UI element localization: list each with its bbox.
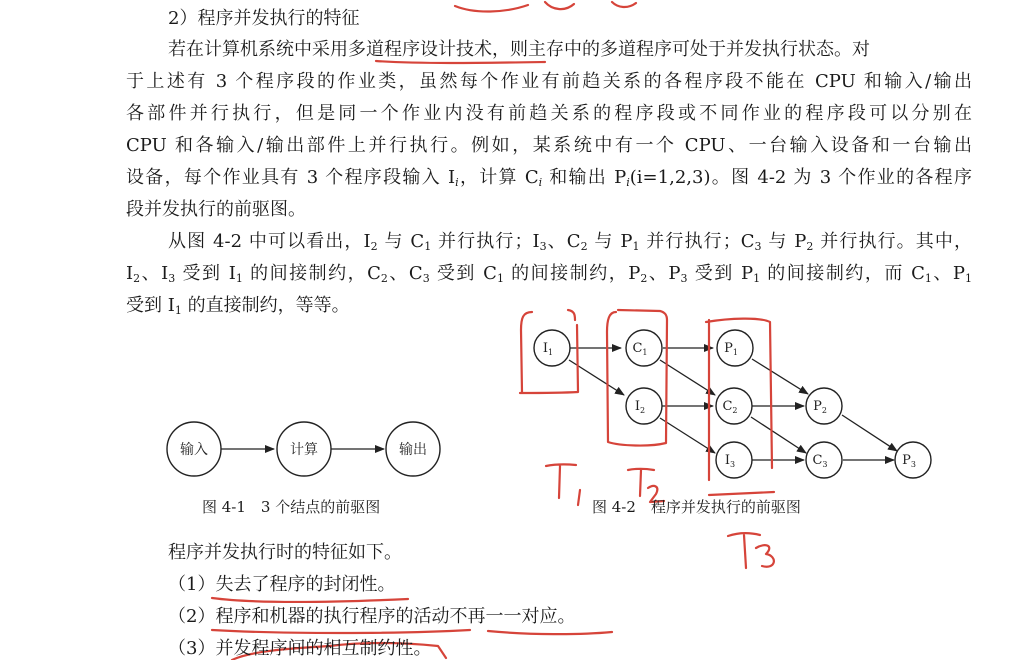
para2-line3: 受到 $I_1$ 的直接制约，等等。: [126, 295, 350, 317]
feature-item-1: （1）失去了程序的封闭性。: [168, 574, 396, 595]
ink-T1: [546, 464, 576, 498]
ink-underline-technique: [376, 61, 545, 63]
ink-underline-feature1: [212, 598, 408, 602]
edge-P2-P3: [842, 415, 897, 451]
label-C3: $C_3$: [812, 453, 828, 469]
label-I1: $I_1$: [542, 341, 554, 357]
ink-T2: [628, 469, 654, 496]
ink-underline-feature2-a: [212, 630, 470, 633]
edge-C1-C2: [660, 360, 715, 395]
label-P3: $P_3$: [902, 453, 916, 469]
feature-item-2: （2）程序和机器的执行程序的活动不再一一对应。: [168, 606, 576, 627]
features-intro: 程序并发执行时的特征如下。: [168, 542, 402, 563]
ink-box-T2: [607, 310, 667, 446]
fig42-caption: 图 4-2 程序并发执行的前驱图: [592, 498, 801, 516]
para1-line5: 设备，每个作业具有 3 个程序段输入 $I_i$，计算 $C_i$ 和输出 $P_i(i=1,2,3)$。图 4-2 为 3 个作业的各程序: [126, 167, 972, 189]
fig41-label-input: 输入: [180, 442, 208, 458]
section-heading: 2）程序并发执行的特征: [168, 8, 360, 29]
label-P2: $P_2$: [813, 399, 827, 415]
ink-underline-feature2-b: [488, 631, 612, 634]
edge-C2-C3: [751, 417, 806, 453]
para1-line4: CPU 和各输入/输出部件上并行执行。例如，某系统中有一个 CPU、一台输入设备和一台输出: [126, 135, 972, 156]
ink-top-scribble-1: [455, 5, 528, 12]
label-C2: $C_2$: [722, 399, 738, 415]
para1-line2: 于上述有 3 个程序段的作业类，虽然每个作业有前趋关系的各程序段不能在 CPU 和输入/输出: [126, 71, 972, 92]
ink-T3-sub: [756, 545, 774, 567]
fig41-label-output: 输出: [399, 442, 427, 458]
ink-T1-sub: [578, 490, 580, 505]
para2-line2: $I_2$、$I_3$ 受到 $I_1$ 的间接制约，$C_2$、$C_3$ 受到 $C_1$ 的间接制约，$P_2$、$P_3$ 受到 $P_1$ 的间接制约，而 $C_1$、$P_1$: [126, 263, 972, 285]
ink-top-scribble-2: [545, 2, 574, 9]
ink-top-scribble-3: [612, 2, 636, 7]
figure-4-1: [167, 422, 440, 476]
para1-line3: 各部件并行执行，但是同一个作业内没有前趋关系的程序段或不同作业的程序段可以分别在: [126, 103, 972, 124]
ink-T3: [728, 533, 760, 568]
fig41-label-compute: 计算: [290, 442, 318, 458]
label-I3: $I_3$: [724, 453, 736, 469]
label-I2: $I_2$: [634, 399, 646, 415]
edge-P1-P2: [752, 359, 808, 394]
edge-I2-I3: [660, 418, 715, 453]
feature-item-3: （3）并发程序间的相互制约性。: [168, 638, 432, 659]
para2-line1: 从图 4-2 中可以看出，$I_2$ 与 $C_1$ 并行执行；$I_3$、$C_2$ 与 $P_1$ 并行执行；$C_3$ 与 $P_2$ 并行执行。其中，: [168, 231, 972, 253]
para1-line6: 段并发执行的前驱图。: [126, 199, 306, 220]
fig41-caption: 图 4-1 3 个结点的前驱图: [202, 498, 381, 516]
label-P1: $P_1$: [724, 341, 738, 357]
para1-line1: 若在计算机系统中采用多道程序设计技术，则主存中的多道程序可处于并发执行状态。对: [168, 39, 870, 60]
label-C1: $C_1$: [632, 341, 648, 357]
